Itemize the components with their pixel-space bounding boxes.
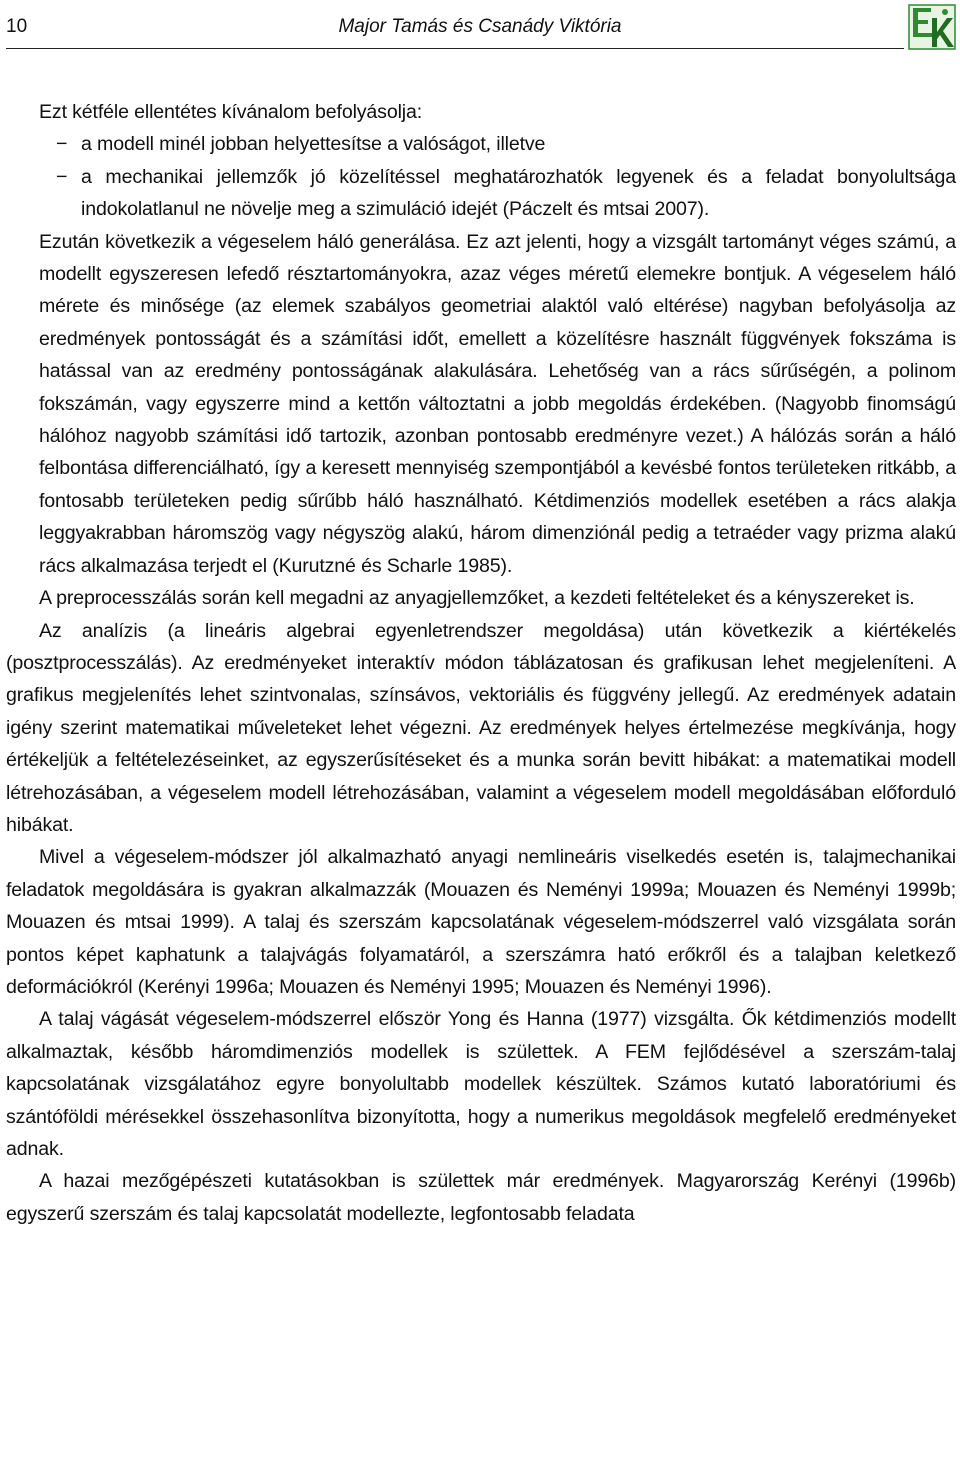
body-text (6, 96, 956, 1230)
paragraph-preprocessing: A preprocesszálás során kell megadni az anyagjellemzőket, a kezdeti feltételeket és a kényszereket is. (39, 587, 915, 610)
list-item (6, 128, 956, 160)
bullet-list (6, 128, 956, 225)
paragraph-soil-cutting: A talaj vágását végeselem-módszerrel először Yong és Hanna (1977) vizsgálta. Ők kétdimenziós modellt alkalmaztak, később háromdimenziós modellek is születtek. A FEM fejlődésével a szerszám-talaj kapcsolatának vizsgálatához egyre bonyolultabb modellek készültek. Számos kutató laboratóriumi és szántóföldi mérésekkel összehasonlítva bizonyította, hogy a numerikus megoldások megfelelő eredményeket adnak. (6, 1008, 956, 1160)
page-number: 10 (6, 16, 28, 37)
paragraph-soil-mechanics: Mivel a végeselem-módszer jól alkalmazható anyagi nemlineáris viselkedés esetén is, talajmechanikai feladatok megoldására is gyakran alkalmazzák (Mouazen és Neményi 1999a; Mouazen és Neményi 1999b; Mouazen és mtsai 1999). A talaj és szerszám kapcsolatának végeselem-módszerrel való vizsgálata során pontos képet kaphatunk a talajvágás folyamatáról, a szerszámra ható erőkről és a talajban keletkező deformációkról (Kerényi 1996a; Mouazen és Neményi 1995; Mouazen és Neményi 1996). (6, 846, 956, 998)
list-item-text: a modell minél jobban helyettesítse a valóságot, illetve (81, 133, 546, 156)
paragraph-hungarian-research: A hazai mezőgépészeti kutatásokban is születtek már eredmények. Magyarország Kerényi (1996b) egyszerű szerszám és talaj kapcsolatát modellezte, legfontosabb feladata (6, 1170, 956, 1225)
list-item-text: a mechanikai jellemzők jó közelítéssel meghatározhatók legyenek és a feladat bonyolultsága indokolatlanul ne növelje meg a szimuláció idejét (Páczelt és mtsai 2007). (81, 165, 956, 221)
bullet-marker: − (56, 133, 68, 156)
page-header (0, 0, 960, 62)
running-title: Major Tamás és Csanády Viktória (338, 16, 622, 37)
paragraph-mesh-generation: Ezután következik a végeselem háló generálása. Ez azt jelenti, hogy a vizsgált tartományt véges számú, a modellt egyszeresen lefedő résztartományokra, azaz véges méretű elemekre bontjuk. A végeselem háló mérete és minősége (az elemek szabályos geometriai alaktól való eltérése) nagyban befolyásolja az eredmények pontosságát és a számítási időt, emellett a közelítésre használt függvények fokszáma is hatással van az eredmény pontosságának alakulására. Lehetőség van a rács sűrűségén, a polinom fokszámán, vagy egyszerre mind a kettőn változtatni a jobb megoldás érdekében. (Nagyobb finomságú hálóhoz nagyobb számítási idő tartozik, azonban pontosabb eredményre vezet.) A hálózás során a háló felbontása differenciálható, így a keresett mennyiség szempontjából a kevésbé fontos területeken ritkább, a fontosabb területeken pedig sűrűbb háló használható. Kétdimenziós modellek esetében a rács alakja leggyakrabban háromszög vagy négyszög alakú, három dimenziónál pedig a tetraéder vagy prizma alakú rács alkalmazása terjedt el (Kurutzné és Scharle 1985). (39, 230, 956, 577)
header-rule (6, 48, 904, 49)
ek-journal-logo-icon (906, 2, 958, 52)
list-item (6, 161, 956, 226)
paragraph-analysis: Az analízis (a lineáris algebrai egyenletrendszer megoldása) után következik a kiértékelés (posztprocesszálás). Az eredményeket interaktív módon táblázatosan és grafikusan lehet megjeleníteni. A grafikus megjelenítés lehet szintvonalas, színsávos, vektoriális és függvény jellegű. Az eredmények adatain igény szerint matematikai műveleteket lehet végezni. Az eredmények helyes értelmezése megkívánja, hogy értékeljük a feltételezéseinket, az egyszerűsítéseket és a munka során bevitt hibákat: a matematikai modell létrehozásában, a végeselem modell létrehozásában, valamint a végeselem modell megoldásában előforduló hibákat. (6, 619, 956, 836)
bullet-marker: − (56, 165, 68, 188)
intro-paragraph: Ezt kétféle ellentétes kívánalom befolyásolja: (39, 101, 423, 123)
